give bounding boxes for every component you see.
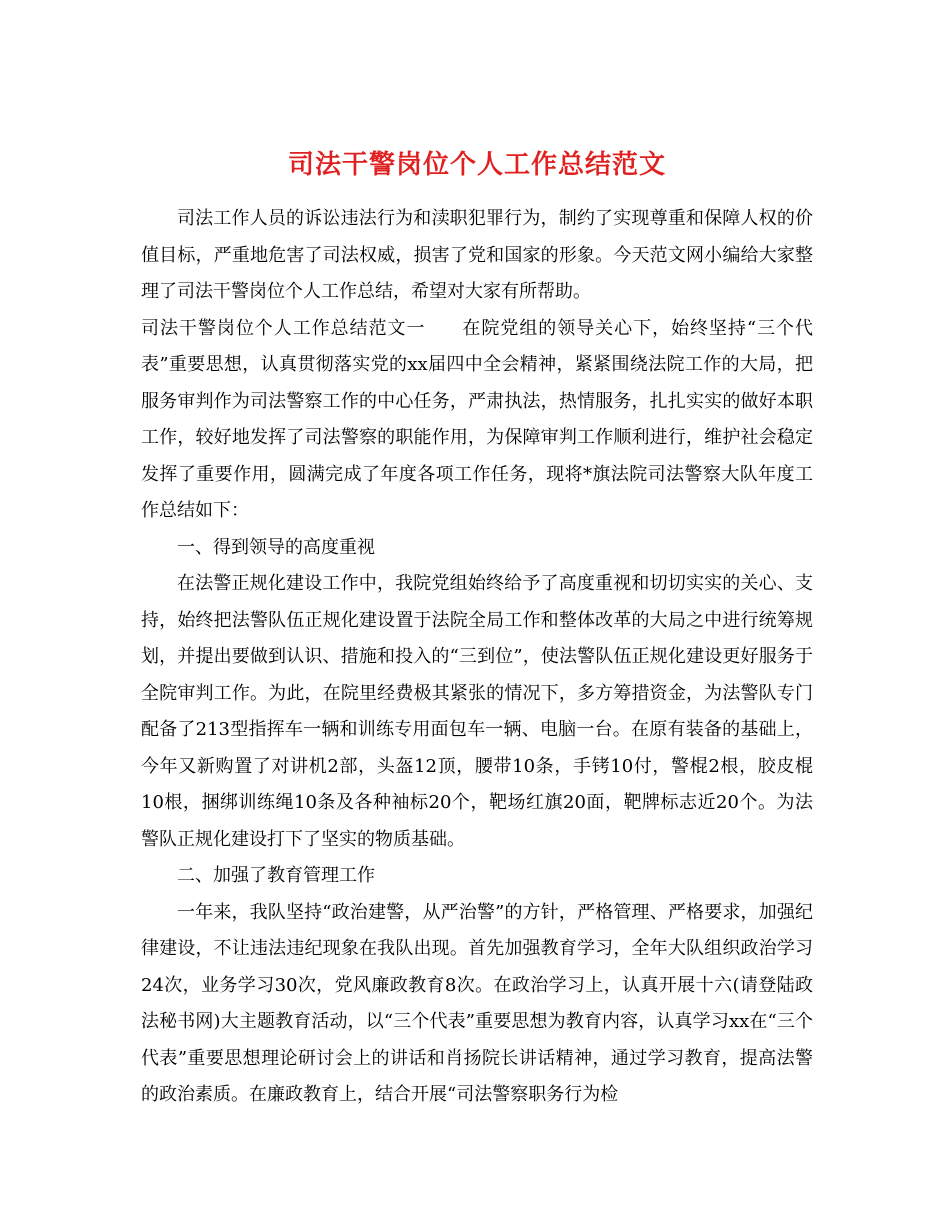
section-label: 司法干警岗位个人工作总结范文一 [141, 317, 426, 339]
paragraph-2: 一年来，我队坚持“政治建警，从严治警”的方针，严格管理、严格要求，加强纪律建设，不让违法违纪现象在我队出现。首先加强教育学习，全年大队组织政治学习24次，业务学习30次，党风廉政教育8次。在政治学习上，认真开展十六(请登陆政法秘书网)大主题教育活动，以“三个代表”重要思想为教育内容，认真学习xx在“三个代表”重要思想理论研讨会上的讲话和肖扬院长讲话精神，通过学习教育，提高法警的政治素质。在廉政教育上，结合开展“司法警察职务行为检 [141, 901, 813, 1105]
document-title: 司法干警岗位个人工作总结范文 [287, 150, 666, 181]
paragraph-1: 在法警正规化建设工作中，我院党组始终给予了高度重视和切切实实的关心、支持，始终把法警队伍正规化建设置于法院全局工作和整体改革的大局之中进行统筹规划，并提出要做到认识、措施和投入的“三到位”，使法警队伍正规化建设更好服务于全院审判工作。为此，在院里经费极其紧张的情况下，多方筹措资金，为法警队专门配备了213型指挥车一辆和训练专用面包车一辆、电脑一台。在原有装备的基础上，今年又新购置了对讲机2部，头盔12顶，腰带10条，手铐10付，警棍2根，胶皮棍10根，捆绑训练绳10条及各种袖标20个，靶场红旗20面，靶牌标志近20个。为法警队正规化建设打下了坚实的物质基础。 [141, 573, 813, 850]
section-heading-1: 一、得到领导的高度重视 [177, 536, 375, 558]
section-paragraph [141, 311, 813, 530]
section-heading-2: 二、加强了教育管理工作 [177, 865, 375, 886]
document-body [141, 201, 813, 1114]
section-text: 在院党组的领导关心下，始终坚持“三个代表”重要思想，认真贯彻落实党的xx届四中全会精神，紧紧围绕法院工作的大局，把服务审判作为司法警察工作的中心任务，严肃执法，热情服务，扎扎实实的做好本职工作，较好地发挥了司法警察的职能作用，为保障审判工作顺利进行，维护社会稳定发挥了重要作用，圆满完成了年度各项工作任务，现将*旗法院司法警察大队年度工作总结如下： [141, 317, 813, 521]
intro-paragraph: 司法工作人员的诉讼违法行为和渎职犯罪行为，制约了实现尊重和保障人权的价值目标，严重地危害了司法权威，损害了党和国家的形象。今天范文网小编给大家整理了司法干警岗位个人工作总结，希望对大家有所帮助。 [141, 208, 813, 302]
document-page [141, 0, 813, 1230]
